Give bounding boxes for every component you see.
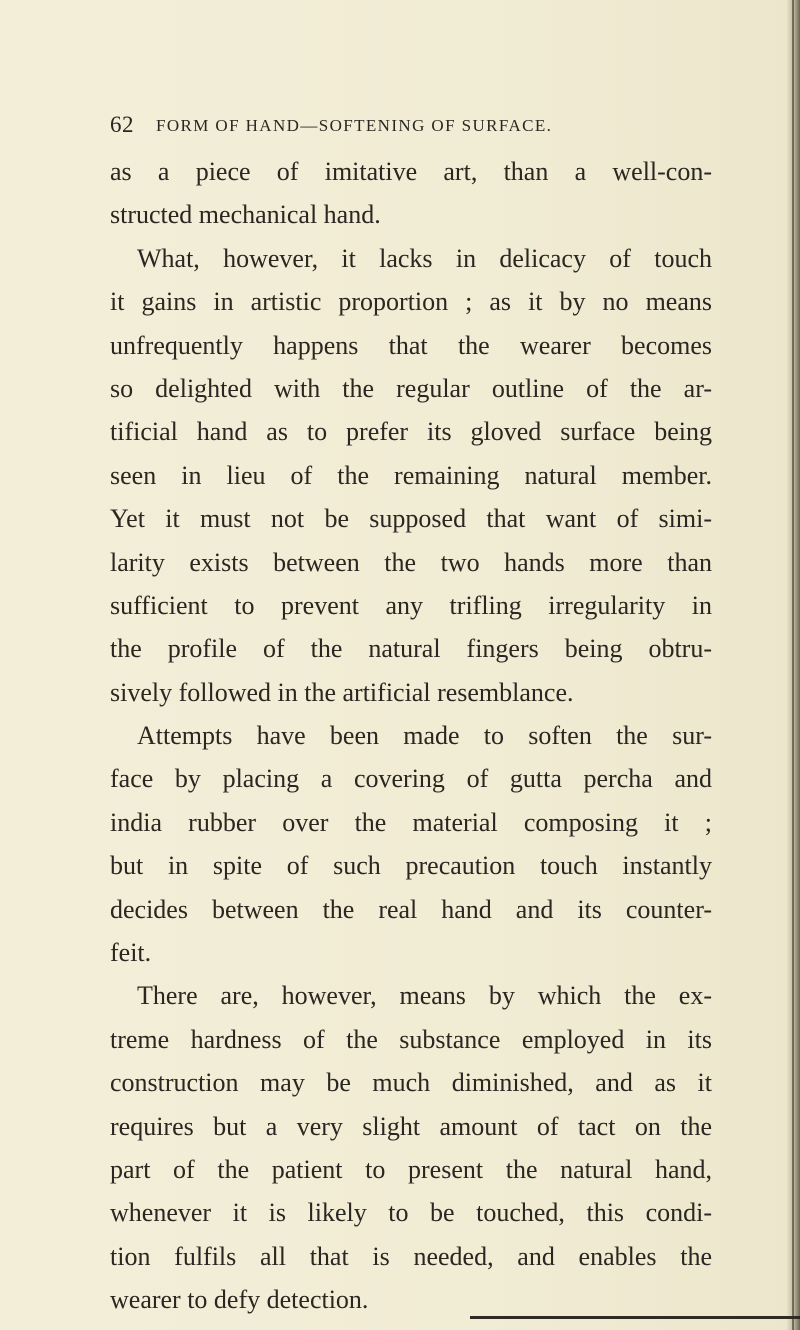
text-line: sively followed in the artificial resemblance.: [110, 677, 574, 707]
text-line: unfrequently happens that the wearer becomes: [110, 330, 712, 360]
page-number: 62: [110, 112, 134, 137]
text-line: wearer to defy detection.: [110, 1285, 369, 1315]
text-line: sufficient to prevent any trifling irregularity in: [110, 590, 712, 620]
text-line: requires but a very slight amount of tact on the: [110, 1111, 712, 1141]
text-line: but in spite of such precaution touch instantly: [110, 851, 712, 881]
page-header: [110, 108, 730, 142]
text-line: tificial hand as to prefer its gloved surface being: [110, 417, 712, 447]
text-line: it gains in artistic proportion ; as it by no means: [110, 287, 712, 317]
text-line: structed mechanical hand.: [110, 200, 381, 230]
text-line: india rubber over the material composing it ;: [110, 807, 712, 837]
text-line: Yet it must not be supposed that want of simi-: [110, 504, 712, 534]
text-line: as a piece of imitative art, than a well-con-: [110, 157, 712, 186]
text-line: face by placing a covering of gutta percha and: [110, 764, 712, 794]
text-line: part of the patient to present the natural hand,: [110, 1154, 712, 1184]
text-line: There are, however, means by which the ex-: [137, 981, 712, 1011]
body-text: [110, 150, 712, 1322]
running-title: FORM OF HAND—SOFTENING OF SURFACE.: [156, 116, 553, 135]
text-line: tion fulfils all that is needed, and enables the: [110, 1241, 712, 1271]
text-line: feit.: [110, 938, 152, 968]
text-line: decides between the real hand and its counter-: [110, 894, 712, 924]
text-line: What, however, it lacks in delicacy of touch: [137, 243, 712, 273]
page-edge-rule: [470, 1316, 800, 1319]
text-line: so delighted with the regular outline of the ar-: [110, 373, 712, 403]
text-line: Attempts have been made to soften the sur-: [137, 721, 712, 751]
text-line: treme hardness of the substance employed in its: [110, 1024, 712, 1054]
text-line: whenever it is likely to be touched, this condi-: [110, 1198, 712, 1228]
text-line: the profile of the natural fingers being obtru-: [110, 634, 712, 664]
text-line: construction may be much diminished, and as it: [110, 1068, 712, 1098]
page-edge: [792, 0, 794, 1330]
text-line: larity exists between the two hands more than: [110, 547, 712, 577]
text-line: seen in lieu of the remaining natural member.: [110, 460, 712, 490]
